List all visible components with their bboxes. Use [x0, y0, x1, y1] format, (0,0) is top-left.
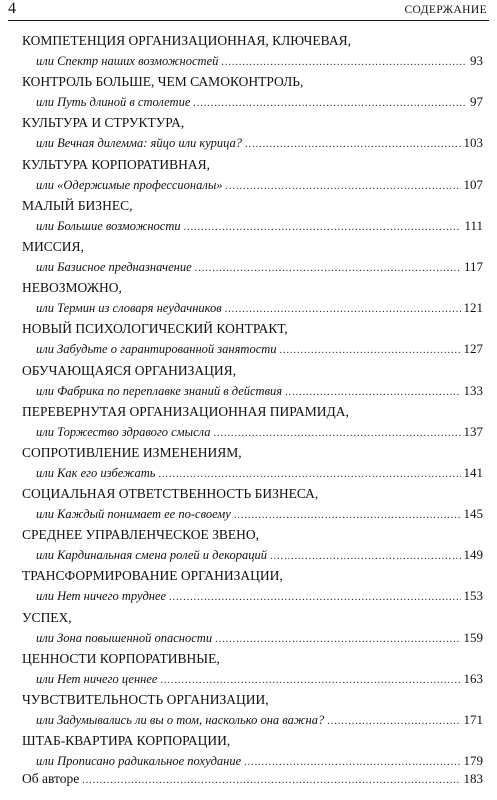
toc-entry[interactable] — [22, 525, 483, 566]
toc-entry-subline — [22, 51, 483, 71]
dot-leader — [160, 671, 460, 691]
toc-entry-title: ТРАНСФОРМИРОВАНИЕ ОРГАНИЗАЦИИ, — [22, 568, 283, 584]
toc-entry-title: МИССИЯ, — [22, 238, 84, 254]
toc-entry-page: 93 — [470, 53, 483, 68]
toc-entry-subline — [22, 628, 483, 648]
toc-entry-page: 97 — [470, 94, 483, 110]
toc-entry-title: ЧУВСТВИТЕЛЬНОСТЬ ОРГАНИЗАЦИИ, — [22, 692, 269, 707]
dot-leader — [158, 465, 460, 485]
toc-entry-subline — [22, 92, 483, 112]
toc-entry-title: СРЕДНЕЕ УПРАВЛЕНЧЕСКОЕ ЗВЕНО, — [22, 527, 260, 543]
toc-entry[interactable] — [22, 690, 483, 731]
toc-entry-subline — [22, 257, 483, 277]
toc-entry-subline — [22, 339, 483, 359]
toc-entry-subtitle: или Нет ничего труднее — [36, 589, 167, 604]
toc-entry-subtitle: или Фабрика по переплавке знаний в действия — [36, 383, 283, 398]
toc-entry-subline — [22, 751, 483, 771]
toc-entry[interactable] — [22, 731, 483, 772]
toc-entry[interactable] — [22, 196, 483, 237]
toc-entry[interactable] — [22, 361, 483, 402]
toc-entry-subtitle: или Каждый понимает ее по-своему — [36, 507, 231, 522]
toc-entry-subtitle: или Вечная дилемма: яйцо или курица? — [36, 136, 243, 151]
running-head — [8, 0, 489, 21]
toc-entry-title: Об авторе — [22, 771, 80, 787]
toc-entry-page: 133 — [463, 382, 483, 398]
dot-leader — [82, 771, 460, 791]
toc-entry-title: ШТАБ-КВАРТИРА КОРПОРАЦИИ, — [22, 733, 231, 749]
toc-entry-title: КУЛЬТУРА КОРПОРАТИВНАЯ, — [22, 156, 211, 172]
toc-entry-subline — [22, 298, 483, 318]
toc-entry-subtitle: или Путь длиной в столетие — [36, 95, 191, 110]
dot-leader — [226, 177, 461, 197]
dot-leader — [221, 53, 467, 73]
toc-entry-title: СОПРОТИВЛЕНИЕ ИЗМЕНЕНИЯМ, — [22, 444, 242, 460]
toc-entry-subtitle: или Большие возможности — [36, 218, 181, 233]
dot-leader — [270, 547, 460, 567]
toc-entry-subline — [22, 422, 483, 442]
toc-entry[interactable] — [22, 31, 483, 72]
toc-entry-subline — [22, 504, 483, 524]
toc-entry[interactable] — [22, 155, 483, 196]
toc-entry[interactable] — [22, 608, 483, 649]
toc-entry[interactable] — [22, 649, 483, 690]
dot-leader — [285, 383, 460, 403]
toc-entry-subtitle: или «Одержимые профессионалы» — [36, 177, 223, 192]
toc-entry-subline — [22, 669, 483, 689]
dot-leader — [280, 341, 461, 361]
toc-entry-page: 171 — [463, 712, 483, 727]
dot-leader — [169, 588, 460, 608]
toc-entry-page: 179 — [463, 753, 483, 769]
toc-entry-subtitle: или Забудьте о гарантированной занятости — [36, 342, 277, 357]
toc-entry-page: 137 — [463, 423, 483, 439]
toc-entry-page: 183 — [463, 771, 483, 787]
dot-leader — [215, 630, 460, 650]
toc-entry-subtitle: или Базисное предназначение — [36, 259, 192, 274]
toc-entry[interactable] — [22, 113, 483, 154]
toc-entry-page: 127 — [463, 341, 483, 357]
dot-leader — [234, 506, 461, 526]
toc-entry[interactable] — [22, 484, 483, 525]
toc-entry-subtitle: или Как его избежать — [36, 465, 156, 480]
dot-leader — [327, 712, 460, 732]
section-title: СОДЕРЖАНИЕ — [404, 4, 487, 16]
dot-leader — [184, 218, 462, 238]
dot-leader — [193, 94, 467, 114]
toc-entry[interactable] — [22, 72, 483, 113]
toc-entry-title: ЦЕННОСТИ КОРПОРАТИВНЫЕ, — [22, 650, 220, 666]
toc-entry-subtitle: или Нет ничего ценнее — [36, 671, 158, 686]
toc-entry-subline — [22, 381, 483, 401]
toc-entry-page: 153 — [463, 588, 483, 604]
toc-entry-page: 111 — [464, 217, 483, 233]
toc-entry-page: 117 — [463, 258, 483, 274]
toc-entry-title: СОЦИАЛЬНАЯ ОТВЕТСТВЕННОСТЬ БИЗНЕСА, — [22, 486, 319, 502]
toc-entry[interactable] — [22, 402, 483, 443]
toc-entry-subline — [22, 216, 483, 236]
toc-entry-title: ОБУЧАЮЩАЯСЯ ОРГАНИЗАЦИЯ, — [22, 362, 236, 378]
toc-entry-subtitle: или Термин из словаря неудачников — [36, 301, 222, 316]
toc-entry-subtitle: или Зона повышенной опасности — [36, 630, 213, 645]
toc-entry-page: 163 — [463, 670, 483, 686]
toc-entry-subline — [22, 133, 483, 153]
toc-entry[interactable] — [22, 566, 483, 607]
toc-entry[interactable] — [22, 237, 483, 278]
toc-entry-subline — [22, 545, 483, 565]
toc-entry-page: 141 — [463, 464, 483, 480]
toc-entry[interactable] — [22, 443, 483, 484]
toc-entry-page: 159 — [463, 629, 483, 645]
toc-entry[interactable] — [22, 278, 483, 319]
page-number: 4 — [8, 0, 16, 17]
toc-entry-title: МАЛЫЙ БИЗНЕС, — [22, 197, 133, 213]
toc-entry-page: 107 — [463, 176, 483, 192]
toc-entry-subtitle: или Кардинальная смена ролей и декораций — [36, 548, 268, 563]
toc-entry-title: УСПЕХ, — [22, 609, 72, 625]
toc-entry-subline — [22, 710, 483, 730]
toc-entry-page: 103 — [463, 135, 483, 151]
dot-leader — [245, 135, 460, 155]
dot-leader — [244, 753, 460, 773]
toc-entry-subline — [22, 175, 483, 195]
toc-entry-title: КОМПЕТЕНЦИЯ ОРГАНИЗАЦИОННАЯ, КЛЮЧЕВАЯ, — [22, 33, 351, 48]
toc-entry-subline — [22, 586, 483, 606]
dot-leader — [225, 300, 461, 320]
toc-entry-subtitle: или Спектр наших возможностей — [36, 54, 219, 68]
toc-entry-title: ПЕРЕВЕРНУТАЯ ОРГАНИЗАЦИОННАЯ ПИРАМИДА, — [22, 403, 349, 419]
toc-entry-title: НЕВОЗМОЖНО, — [22, 280, 122, 296]
toc-entry-title: НОВЫЙ ПСИХОЛОГИЧЕСКИЙ КОНТРАКТ, — [22, 321, 288, 337]
toc-entry-subtitle: или Задумывались ли вы о том, насколько она важна? — [36, 713, 325, 727]
toc-entry[interactable] — [22, 319, 483, 360]
toc-entry-page: 145 — [463, 506, 483, 522]
dot-leader — [214, 424, 461, 444]
toc-entry-subline — [22, 463, 483, 483]
table-of-contents — [22, 31, 483, 789]
toc-entry-title: КУЛЬТУРА И СТРУКТУРА, — [22, 115, 185, 131]
toc-entry-title: КОНТРОЛЬ БОЛЬШЕ, ЧЕМ САМОКОНТРОЛЬ, — [22, 74, 304, 90]
toc-entry-subtitle: или Прописано радикальное похудание — [36, 754, 242, 769]
toc-entry-page: 149 — [463, 547, 483, 563]
toc-entry-page: 121 — [463, 300, 483, 316]
dot-leader — [195, 259, 461, 279]
toc-entry-subtitle: или Торжество здравого смысла — [36, 424, 211, 439]
